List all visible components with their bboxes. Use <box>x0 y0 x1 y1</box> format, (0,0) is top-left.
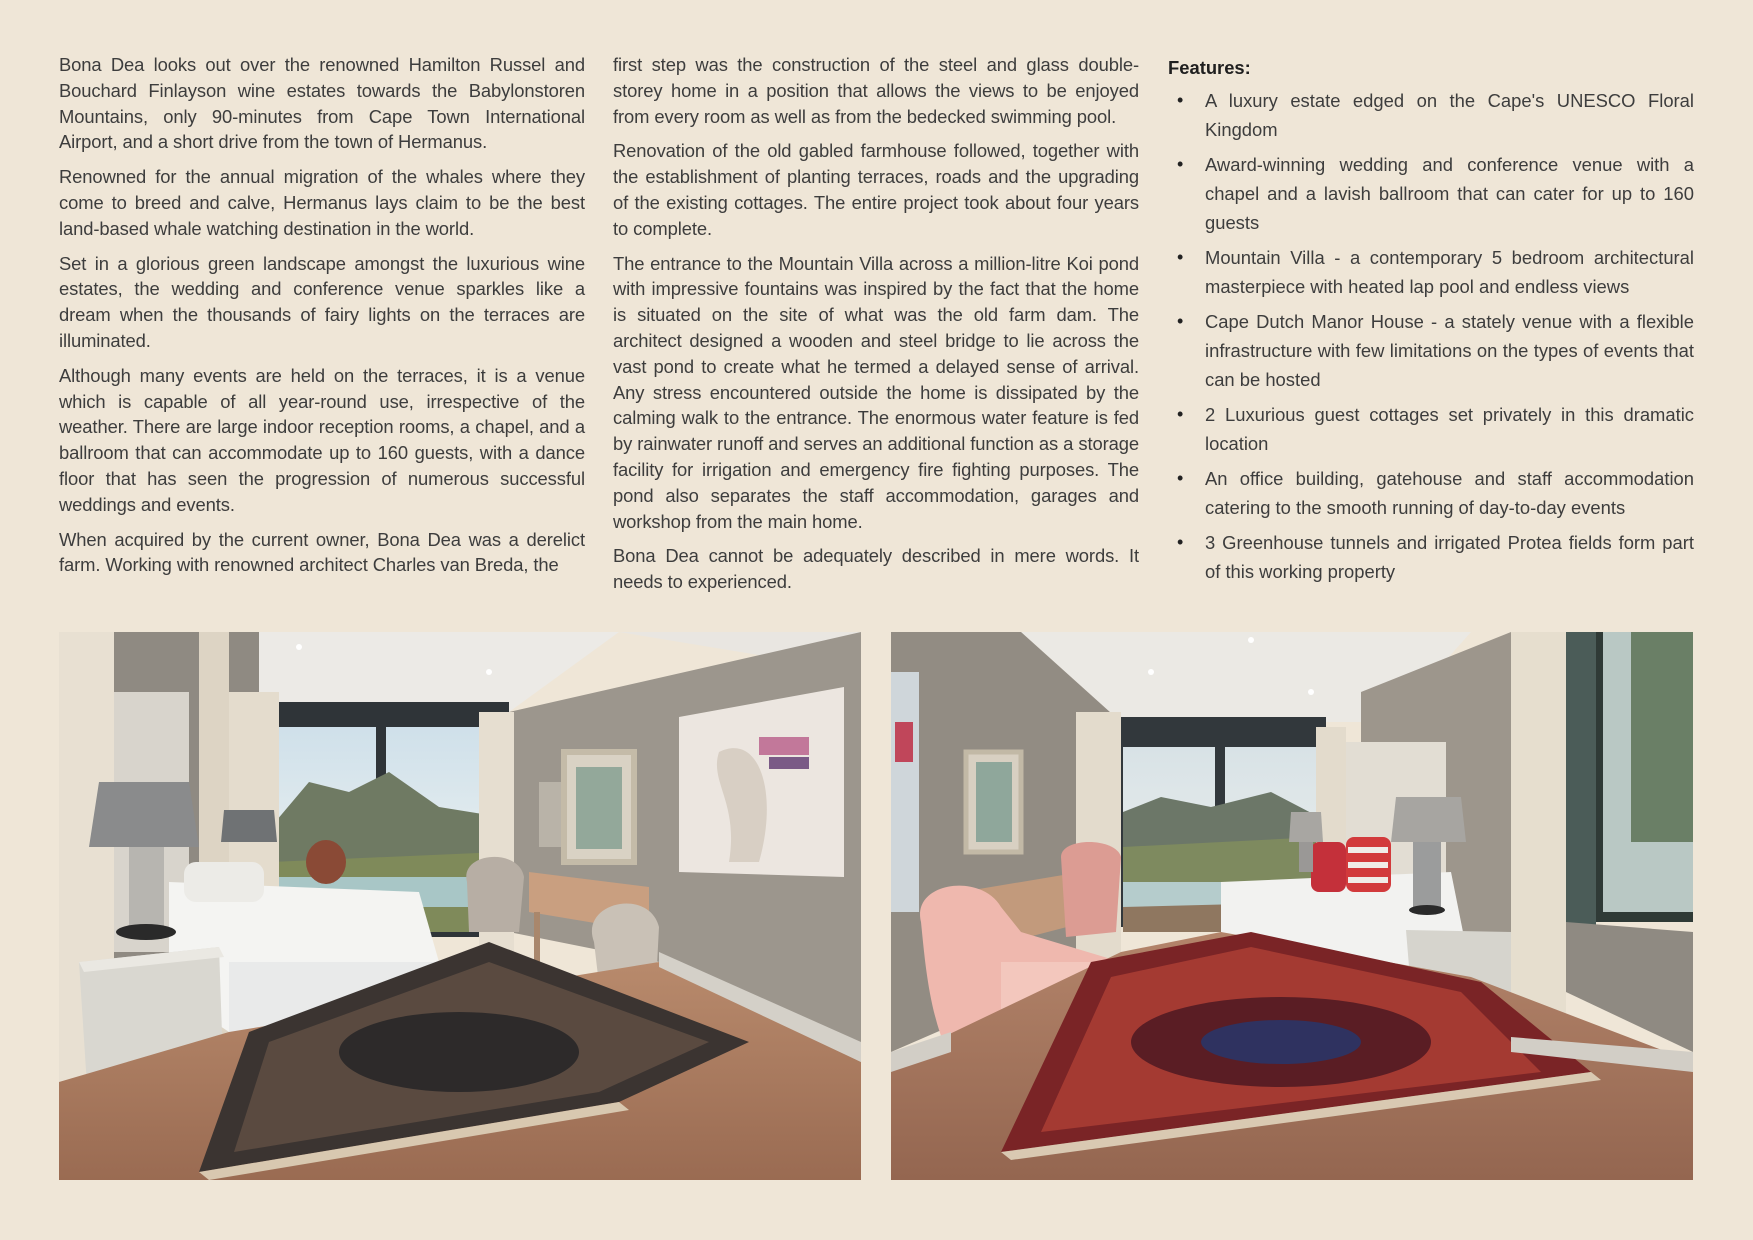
bedroom-illustration-left <box>59 632 861 1180</box>
feature-item <box>1168 243 1694 301</box>
bedroom-illustration-right <box>891 632 1693 1180</box>
feature-item <box>1168 86 1694 144</box>
feature-item <box>1168 400 1694 458</box>
paragraph: first step was the construction of the steel and glass double-storey home in a position that allows the views to be enjoyed from every room as well as from the bedecked swimming pool. <box>613 54 1139 127</box>
paragraph: Set in a glorious green landscape amongst the luxurious wine estates, the wedding and conference venue sparkles like a dream when the thousands of fairy lights on the terraces are illuminated. <box>59 252 585 351</box>
bullet-icon: • <box>1177 154 1184 174</box>
feature-item <box>1168 150 1694 237</box>
bullet-icon: • <box>1177 468 1184 488</box>
feature-text: Award-winning wedding and conference venue with a chapel and a lavish ballroom that can cater for up to 160 guests <box>1205 154 1694 233</box>
bullet-icon: • <box>1177 247 1184 267</box>
feature-text: Mountain Villa - a contemporary 5 bedroom architectural masterpiece with heated lap pool and endless views <box>1205 247 1694 297</box>
text-column-left <box>59 52 585 587</box>
paragraph: Bona Dea looks out over the renowned Hamilton Russel and Bouchard Finlayson wine estates towards the Babylonstoren Mountains, only 90-minutes from Cape Town International Airport, and a short drive from the town of Hermanus. <box>59 54 585 153</box>
feature-text: 3 Greenhouse tunnels and irrigated Protea fields form part of this working property <box>1205 532 1694 582</box>
bedroom-photo-right <box>891 632 1693 1180</box>
bullet-icon: • <box>1177 311 1184 331</box>
bedroom-photo-left <box>59 632 861 1180</box>
feature-item <box>1168 464 1694 522</box>
bullet-icon: • <box>1177 404 1184 424</box>
feature-text: An office building, gatehouse and staff accommodation catering to the smooth running of day-to-day events <box>1205 468 1694 518</box>
feature-item <box>1168 307 1694 394</box>
paragraph: The entrance to the Mountain Villa across a million-litre Koi pond with impressive fountains was inspired by the fact that the home is situated on the site of what was the old farm dam. The architect designed a wooden and steel bridge to lie across the vast pond to create what he termed a delayed sense of arrival. Any stress encountered outside the home is dissipated by the calming walk to the entrance. The enormous water feature is fed by rainwater runoff and serves an additional function as a storage facility for irrigation and emergency fire fighting purposes. The pond also separates the staff accommodation, garages and workshop from the main home. <box>613 252 1139 532</box>
features-heading: Features: <box>1168 57 1251 78</box>
feature-item <box>1168 528 1694 586</box>
paragraph: Renovation of the old gabled farmhouse followed, together with the establishment of planting terraces, roads and the upgrading of the existing cottages. The entire project took about four years to complete. <box>613 140 1139 239</box>
paragraph: When acquired by the current owner, Bona Dea was a derelict farm. Working with renowned architect Charles van Breda, the <box>59 528 585 576</box>
paragraph: Bona Dea cannot be adequately described in mere words. It needs to experienced. <box>613 545 1139 593</box>
features-list <box>1168 86 1694 586</box>
text-column-middle <box>613 52 1139 604</box>
feature-text: 2 Luxurious guest cottages set privately in this dramatic location <box>1205 404 1694 454</box>
paragraph: Although many events are held on the terraces, it is a venue which is capable of all year-round use, irrespective of the weather. There are large indoor reception rooms, a chapel, and a ballroom that can accommodate up to 160 guests, with a dance floor that has seen the progression of numerous successful weddings and events. <box>59 364 585 515</box>
bullet-icon: • <box>1177 90 1184 110</box>
features-column <box>1168 52 1694 592</box>
feature-text: Cape Dutch Manor House - a stately venue with a flexible infrastructure with few limitations on the types of events that can be hosted <box>1205 311 1694 390</box>
feature-text: A luxury estate edged on the Cape's UNESCO Floral Kingdom <box>1205 90 1694 140</box>
paragraph: Renowned for the annual migration of the whales where they come to breed and calve, Hermanus lays claim to be the best land-based whale watching destination in the world. <box>59 166 585 239</box>
bullet-icon: • <box>1177 532 1184 552</box>
